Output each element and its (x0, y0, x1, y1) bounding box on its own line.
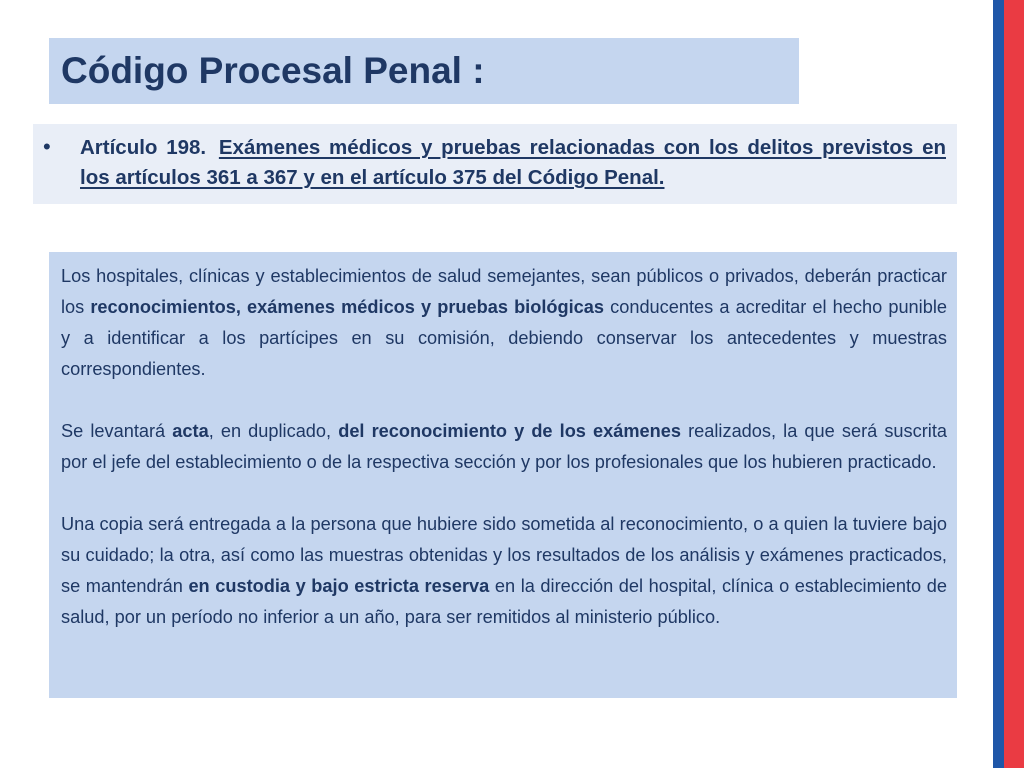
paragraph-1-text-2: conducentes a acreditar el hecho punible y a identificar a los partícipes en su comisión, debiendo conservar los antecedentes y muestras correspondientes. (61, 297, 947, 379)
article-title: Exámenes médicos y pruebas relacionadas con los delitos previstos en los artículos 361 a 367 y en el artículo 375 del Código Penal. (80, 136, 946, 189)
paragraph-2-text-3: realizados, la que será suscrita por el jefe del establecimiento o de la respectiva sección y por los profesionales que los hubieren practicado. (61, 421, 948, 472)
slide-title: Código Procesal Penal : (61, 50, 485, 91)
paragraph-2 (61, 416, 947, 478)
right-stripe-blue (993, 0, 1004, 768)
paragraph-2-text-2: , en duplicado, (208, 421, 339, 441)
paragraph-1 (61, 261, 947, 385)
right-stripe-red (1004, 0, 1024, 768)
article-number: Artículo 198. (80, 136, 207, 159)
title-box (49, 38, 799, 104)
paragraph-3 (61, 509, 947, 633)
bullet-icon: • (43, 134, 51, 159)
paragraph-3-text-1: Una copia será entregada a la persona que hubiere sido sometida al reconocimiento, o a quien la tuviere bajo su cuidado; la otra, así como las muestras obtenidas y los resultados de los análisis y exámenes practicados, se mantendrán (61, 514, 947, 596)
paragraph-3-text-2: en la dirección del hospital, clínica o establecimiento de salud, por un período no inferior a un año, para ser remitidos al ministerio público. (61, 576, 947, 627)
paragraph-3-bold-1: en custodia y bajo estricta reserva (188, 576, 490, 596)
paragraph-1-bold-1: reconocimientos, exámenes médicos y pruebas biológicas (90, 297, 605, 317)
article-heading-box (33, 124, 957, 204)
paragraph-2-bold-2: del reconocimiento y de los exámenes (338, 421, 681, 441)
article-body-box (49, 252, 957, 698)
paragraph-2-text-1: Se levantará (61, 421, 173, 441)
article-heading (80, 133, 946, 193)
paragraph-1-text-1: Los hospitales, clínicas y establecimientos de salud semejantes, sean públicos o privados, deberán practicar los (61, 266, 947, 317)
paragraph-2-bold-1: acta (172, 421, 209, 441)
